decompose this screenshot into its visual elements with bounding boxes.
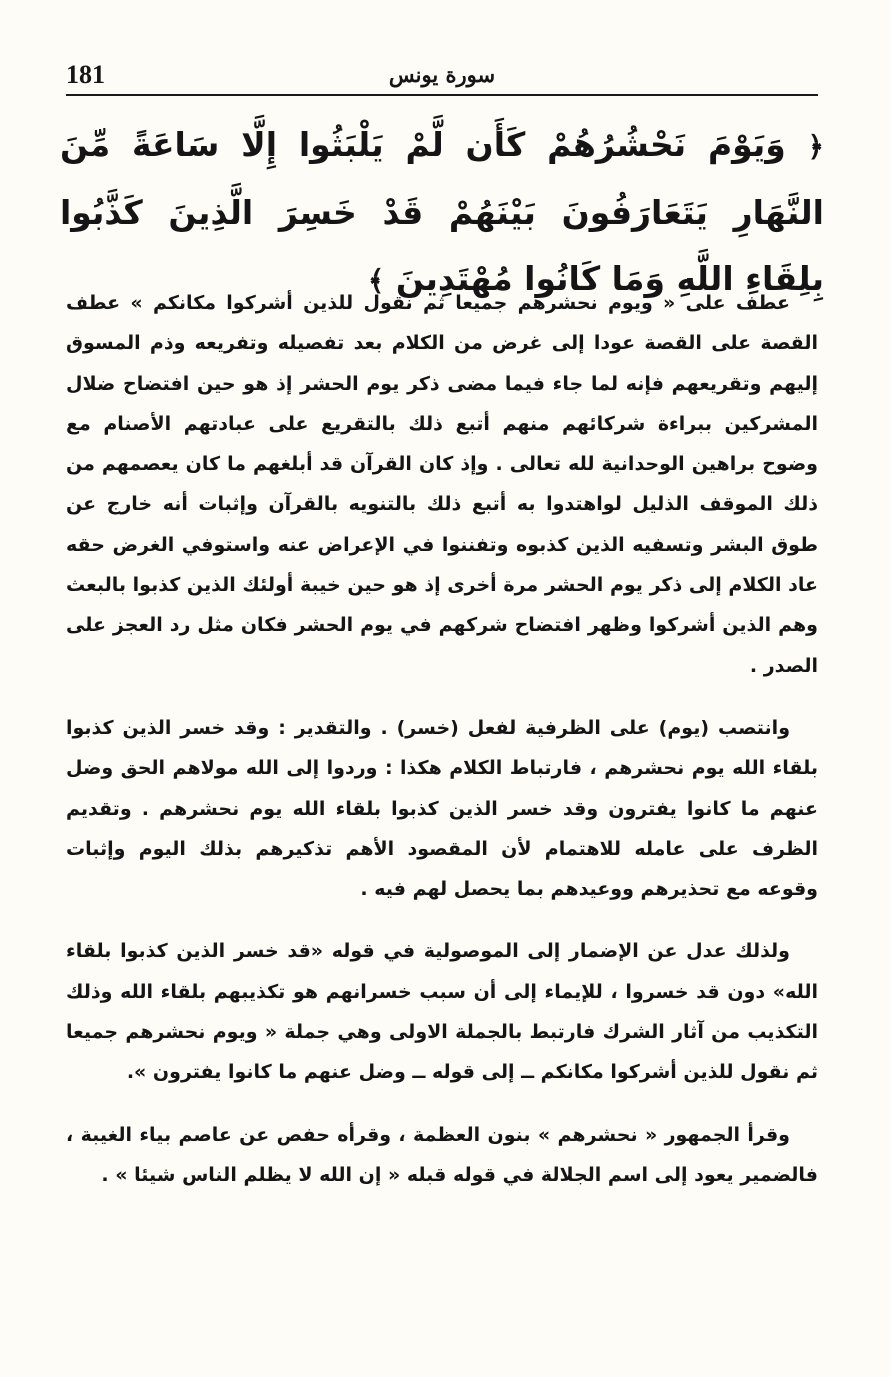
commentary-paragraph: وانتصب (يوم) على الظرفية لفعل (خسر) . والتقدير : وقد خسر الذين كذبوا بلقاء الله يوم نحشرهم ، فارتباط الكلام هكذا : وردوا إلى الله مولاهم الحق وضل عنهم ما كانوا يفترون وقد خسر الذين كذبوا بلقاء الله يوم نحشرهم . وتقديم الظرف على عامله للاهتمام لأن المقصود الأهم تذكيرهم بذلك اليوم وإثبات وقوعه مع تحذيرهم ووعيدهم بما يحصل لهم فيه . [66, 716, 818, 901]
verse-text: وَيَوْمَ نَحْشُرُهُمْ كَأَن لَّمْ يَلْبَثُوا إِلَّا سَاعَةً مِّنَ النَّهَارِ يَتَعَارَفُونَ بَيْنَهُمْ قَدْ خَسِرَ الَّذِينَ كَذَّبُوا بِلِقَاءِ اللَّهِ وَمَا كَانُوا مُهْتَدِينَ [60, 125, 824, 298]
verse-open-bracket: ﴿ [807, 130, 824, 163]
page-number: 181 [66, 60, 105, 89]
commentary-paragraph: ولذلك عدل عن الإضمار إلى الموصولية في قوله «قد خسر الذين كذبوا بلقاء الله» دون قد خسروا ، للإيماء إلى أن سبب خسرانهم هو تكذيبهم بلقاء الله وذلك التكذيب من آثار الشرك فارتبط بالجملة الاولى وهي جملة « ويوم نحشرهم جميعا ثم نقول للذين أشركوا مكانكم ــ إلى قوله ــ وضل عنهم ما كانوا يفترون ». [66, 940, 818, 1084]
commentary-paragraph: وقرأ الجمهور « نحشرهم » بنون العظمة ، وقرأه حفص عن عاصم بياء الغيبة ، فالضمير يعود إلى اسم الجلالة في قوله قبله « إن الله لا يظلم الناس شيئا » . [66, 1123, 818, 1186]
commentary-paragraph: عطف على « ويوم نحشرهم جميعا ثم نقول للذين أشركوا مكانكم » عطف القصة على القصة عودا إلى غرض من الكلام بعد تفصيله وتفريعه وذم المسوق إليهم وتقريعهم فإنه لما جاء فيما مضى ذكر يوم الحشر إذ هو حين افتضاح ضلال المشركين ببراءة شركائهم منهم أتبع ذلك بالتقريع على عبادتهم الأصنام مع وضوح براهين الوحدانية لله تعالى . وإذ كان القرآن قد أبلغهم ما كان يعصمهم من ذلك الموقف الذليل لواهتدوا به أتبع ذلك بالتنويه بالقرآن وإثبات أنه خارج عن طوق البشر وتسفيه الذين كذبوه وتفننوا في الإعراض عنه واستوفي الغرض حقه عاد الكلام إلى ذكر يوم الحشر مرة أخرى إذ هو حين خيبة أولئك الذين كذبوا بالبعث وهم الذين أشركوا وظهر افتضاح شركهم في يوم الحشر فكان مثل رد العجز على الصدر . [66, 292, 818, 677]
verse-close-bracket: ﴾ [367, 264, 385, 297]
running-head: سورة يونس [388, 62, 496, 87]
commentary-body [66, 283, 818, 1217]
page-header [66, 58, 818, 96]
header-rule [66, 94, 818, 96]
